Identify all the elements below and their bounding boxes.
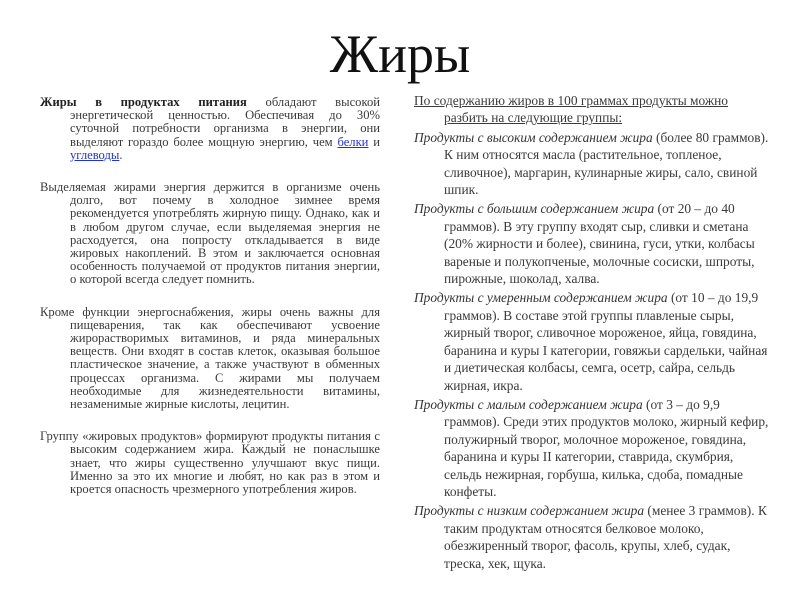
group-item <box>414 502 769 572</box>
group-name: Продукты с малым содержанием жира <box>414 396 643 412</box>
link-carbohydrates[interactable]: углеводы <box>70 147 120 162</box>
group-name: Продукты с высоким содержанием жира <box>414 129 653 145</box>
group-description: (от 3 – до 9,9 граммов). Среди этих продуктов молоко, жирный кефир, полужирный творог, молочное мороженое, говядина, баранина и куры II категории, ставрида, скумбрия, сельдь нежирная, горбуша, килька, сдоба, помадные конфеты. <box>444 396 769 499</box>
right-column <box>414 92 769 574</box>
group-item <box>414 200 769 287</box>
group-item <box>414 129 769 199</box>
group-item <box>414 289 769 393</box>
group-description: (более 80 граммов). К ним относятся масла (растительное, топленое, сливочное), маргарин, кулинарные жиры, сало, свиной шпик. <box>444 129 769 198</box>
group-description: (менее 3 граммов). К таким продуктам относятся белковое молоко, обезжиренный творог, фасоль, крупы, хлеб, судак, треска, хек, щука. <box>444 503 767 571</box>
paragraph-digestion: Кроме функции энергоснабжения, жиры очень важны для пищеварения, так как обеспечивают усвоение жирорастворимых витаминов, и ряда минеральных веществ. Они входят в состав клеток, оказывая большое пластическое значение, а также участвуют в обменных процессах организма. С жирами мы получаем необходимые для жизнедеятельности витамины, незаменимые жирные кислоты, лецитин. <box>40 304 380 412</box>
group-name: Продукты с умеренным содержанием жира <box>414 290 668 306</box>
left-column <box>40 96 380 515</box>
groups-intro: По содержанию жиров в 100 граммах продукты можно разбить на следующие группы: <box>414 93 729 126</box>
group-description: (от 20 – до 40 граммов). В эту группу входят сыр, сливки и сметана (20% жирности и более), свинина, гуси, утки, колбасы вареные и полукопченые, молочные сосиски, шпроты, пирожные, шоколад, халва. <box>444 201 755 287</box>
link-proteins[interactable]: белки <box>337 134 369 149</box>
paragraph-energy-storage: Выделяемая жирами энергия держится в организме очень долго, вот почему в холодное зимнее время рекомендуется употреблять жирную пищу. Однако, как и в любом другом случае, если выделяемая энергия не расходуется, она попросту откладывается в виде жировых накоплений. В этом и заключается основная особенность получаемой от продуктов питания энергии, о которой всегда следует помнить. <box>40 180 380 287</box>
group-description: (от 10 – до 19,9 граммов). В составе этой группы плавленые сыры, жирный творог, сливочное мороженое, яйца, говядина, баранина и куры I категории, говяжьи сардельки, чайная и диетическая колбасы, семга, осетр, сайра, сельдь жирная, икра. <box>444 290 768 393</box>
group-name: Продукты с большим содержанием жира <box>414 201 655 217</box>
paragraph-text: обладают высокой энергетической ценностью. Обеспечивая до 30% суточной потребности организма в энергии, они выделяют гораздо более мощную энергию, чем <box>70 95 380 149</box>
group-item <box>414 396 769 500</box>
paragraph-text: и <box>368 134 380 149</box>
page-title: Жиры <box>329 24 471 84</box>
group-name: Продукты с низким содержанием жира <box>414 503 645 519</box>
paragraph-fatty-products: Группу «жировых продуктов» формируют продукты питания с высоким содержанием жира. Каждый не понаслышке знает, что жиры существенно улучшают вкус пищи. Именно за это их многие и любят, но как раз в этом и кроется опасность чрезмерного употребления жиров. <box>40 429 380 497</box>
bold-lead: Жиры в продуктах питания <box>40 95 247 109</box>
paragraph-energy-value <box>40 96 380 162</box>
paragraph-text: . <box>119 147 123 162</box>
